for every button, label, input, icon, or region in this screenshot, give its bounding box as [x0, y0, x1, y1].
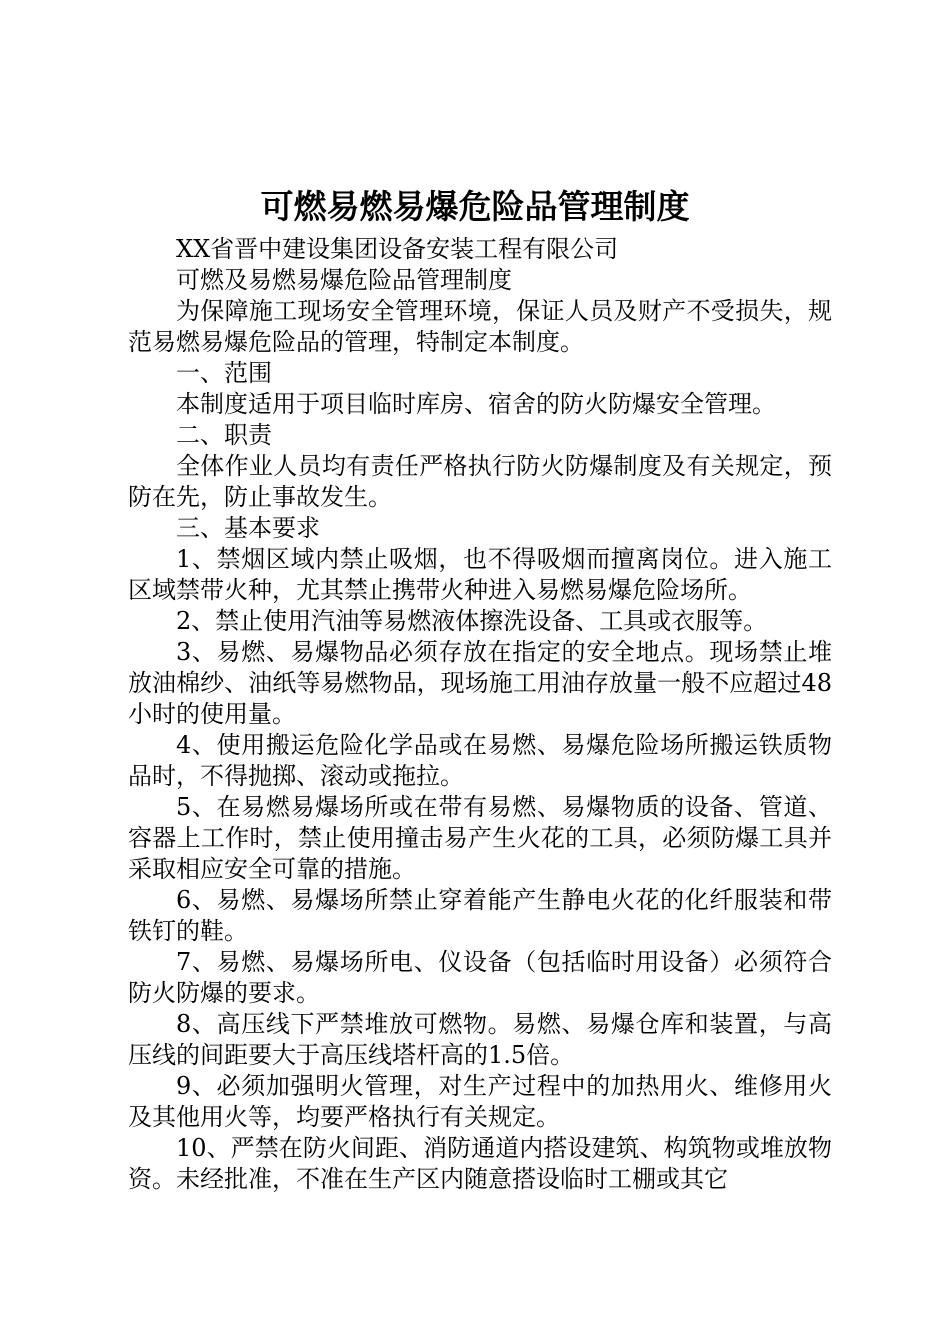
section-heading-duties: 二、职责 — [176, 421, 272, 449]
requirement-item: 6、易燃、易爆场所禁止穿着能产生静电火花的化纤服装和带铁钉的鞋。 — [128, 886, 832, 945]
requirement-item: 1、禁烟区域内禁止吸烟，也不得吸烟而擅离岗位。进入施工区域禁带火种，尤其禁止携带火种进入易燃易爆危险场所。 — [128, 545, 832, 604]
requirement-item: 4、使用搬运危险化学品或在易燃、易爆危险场所搬运铁质物品时，不得抛掷、滚动或拖拉。 — [128, 731, 832, 790]
scope-paragraph: 本制度适用于项目临时库房、宿舍的防火防爆安全管理。 — [176, 390, 776, 418]
requirement-item: 2、禁止使用汽油等易燃液体擦洗设备、工具或衣服等。 — [176, 607, 768, 635]
intro-paragraph: 为保障施工现场安全管理环境，保证人员及财产不受损失，规范易燃易爆危险品的管理，特制定本制度。 — [128, 297, 832, 356]
requirement-item: 5、在易燃易爆场所或在带有易燃、易爆物质的设备、管道、容器上工作时，禁止使用撞击易产生火花的工具，必须防爆工具并采取相应安全可靠的措施。 — [128, 793, 832, 883]
document-body — [128, 234, 832, 1195]
requirement-item: 10、严禁在防火间距、消防通道内搭设建筑、构筑物或堆放物资。未经批准，不准在生产区内随意搭设临时工棚或其它 — [128, 1134, 832, 1193]
requirement-item: 8、高压线下严禁堆放可燃物。易燃、易爆仓库和装置，与高压线的间距要大于高压线塔杆高的1.5倍。 — [128, 1010, 832, 1069]
requirement-item: 7、易燃、易爆场所电、仪设备（包括临时用设备）必须符合防火防爆的要求。 — [128, 948, 832, 1007]
section-heading-requirements: 三、基本要求 — [176, 514, 320, 542]
document-title: 可燃易燃易爆危险品管理制度 — [260, 187, 690, 226]
duties-paragraph: 全体作业人员均有责任严格执行防火防爆制度及有关规定，预防在先，防止事故发生。 — [128, 452, 832, 511]
requirement-item: 9、必须加强明火管理，对生产过程中的加热用火、维修用火及其他用火等，均要严格执行有关规定。 — [128, 1072, 832, 1131]
company-name: XX省晋中建设集团设备安装工程有限公司 — [176, 235, 619, 263]
requirement-item: 3、易燃、易爆物品必须存放在指定的安全地点。现场禁止堆放油棉纱、油纸等易燃物品，现场施工用油存放量一般不应超过48小时的使用量。 — [128, 638, 832, 728]
regulation-name: 可燃及易燃易爆危险品管理制度 — [176, 266, 512, 294]
section-heading-scope: 一、范围 — [176, 359, 272, 387]
